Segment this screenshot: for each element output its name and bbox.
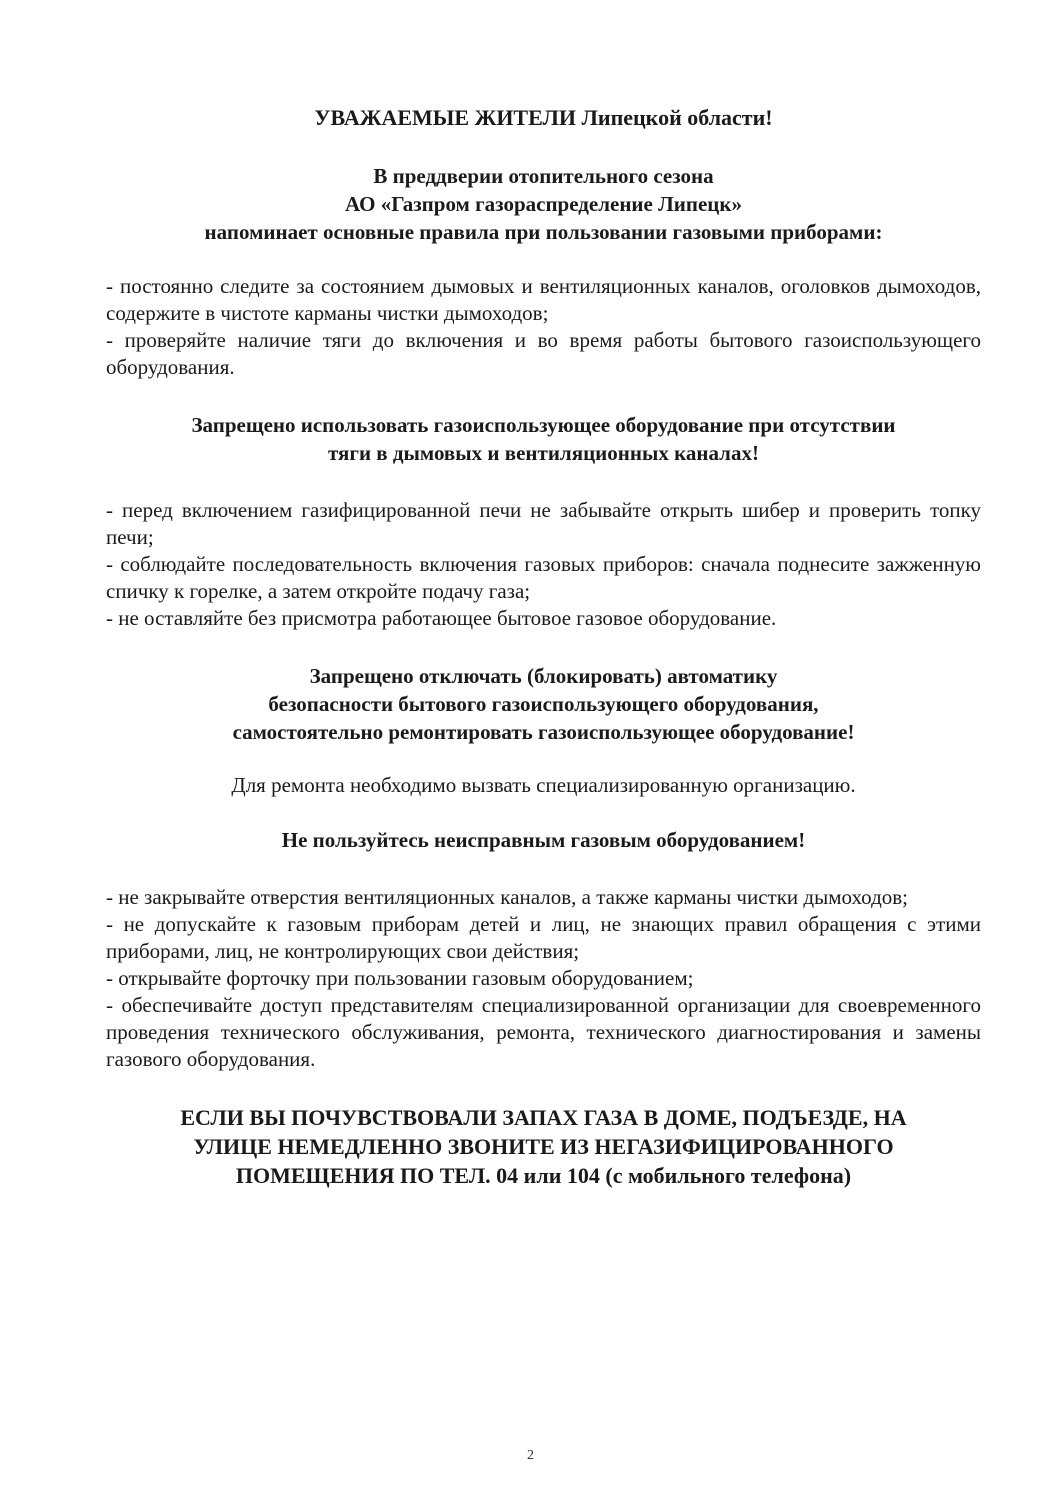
rule-item: - соблюдайте последовательность включения газовых приборов: сначала поднесите зажженную спичку к горелке, а затем откройте подачу газа; bbox=[106, 552, 981, 603]
intro-line-3: напоминает основные правила при пользовании газовыми приборами: bbox=[204, 220, 883, 244]
emergency-line-3: ПОМЕЩЕНИЯ ПО ТЕЛ. 04 или 104 (с мобильного телефона) bbox=[235, 1163, 852, 1188]
document-title: УВАЖАЕМЫЕ ЖИТЕЛИ Липецкой области! bbox=[314, 105, 773, 130]
rule-item: - перед включением газифицированной печи не забывайте открыть шибер и проверить топку печи; bbox=[106, 498, 981, 549]
intro-line-1: В преддверии отопительного сезона bbox=[373, 164, 714, 188]
rule-item: - обеспечивайте доступ представителям специализированной организации для своевременного проведения технического обслуживания, ремонта, технического диагностирования и замены газового оборудования. bbox=[106, 993, 981, 1071]
warning-2-line-2: безопасности бытового газоиспользующего оборудования, bbox=[268, 692, 819, 716]
warning-1-line-1: Запрещено использовать газоиспользующее оборудование при отсутствии bbox=[191, 413, 896, 437]
emergency-line-1: ЕСЛИ ВЫ ПОЧУВСТВОВАЛИ ЗАПАХ ГАЗА В ДОМЕ, ПОДЪЕЗДЕ, НА bbox=[180, 1105, 907, 1130]
page-number: 2 bbox=[527, 1448, 534, 1463]
warning-3: Не пользуйтесь неисправным газовым оборудованием! bbox=[281, 828, 806, 852]
warning-block-1 bbox=[106, 411, 981, 467]
rule-item: - не закрывайте отверстия вентиляционных каналов, а также карманы чистки дымоходов; bbox=[106, 885, 909, 909]
intro-line-2: АО «Газпром газораспределение Липецк» bbox=[345, 192, 742, 216]
rule-item: - проверяйте наличие тяги до включения и во время работы бытового газоиспользующего оборудования. bbox=[106, 328, 981, 379]
rule-item: - не допускайте к газовым приборам детей и лиц, не знающих правил обращения с этими приборами, лиц, не контролирующих свои действия; bbox=[106, 912, 981, 963]
warning-1-line-2: тяги в дымовых и вентиляционных каналах! bbox=[328, 441, 759, 465]
emergency-line-2: УЛИЦЕ НЕМЕДЛЕННО ЗВОНИТЕ ИЗ НЕГАЗИФИЦИРОВАННОГО bbox=[193, 1134, 894, 1159]
rules-block-2 bbox=[106, 497, 981, 632]
rule-item: - постоянно следите за состоянием дымовых и вентиляционных каналов, оголовков дымоходов, содержите в чистоте карманы чистки дымоходов; bbox=[106, 274, 981, 325]
rule-item: - не оставляйте без присмотра работающее бытовое газовое оборудование. bbox=[106, 606, 777, 630]
rules-block-3 bbox=[106, 884, 981, 1073]
intro-block bbox=[106, 162, 981, 246]
repair-note: Для ремонта необходимо вызвать специализированную организацию. bbox=[231, 773, 856, 797]
emergency-block bbox=[106, 1103, 981, 1190]
warning-2-line-1: Запрещено отключать (блокировать) автоматику bbox=[309, 664, 778, 688]
warning-block-2 bbox=[106, 662, 981, 746]
rules-block-1 bbox=[106, 273, 981, 381]
warning-2-line-3: самостоятельно ремонтировать газоиспользующее оборудование! bbox=[232, 720, 855, 744]
rule-item: - открывайте форточку при пользовании газовым оборудованием; bbox=[106, 966, 694, 990]
